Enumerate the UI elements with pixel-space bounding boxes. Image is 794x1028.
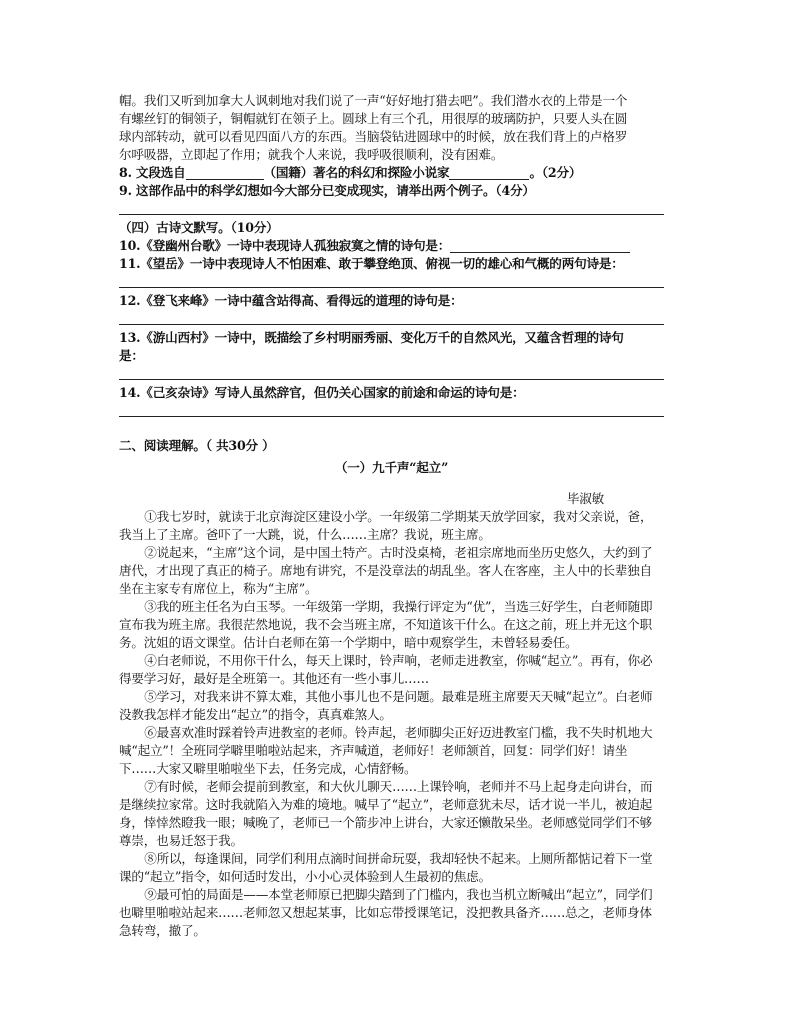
question-10 (119, 237, 664, 255)
question-8 (119, 164, 664, 182)
question-8-prefix: 8. 文段选自 (119, 165, 186, 180)
article-paragraph: ①我七岁时，就读于北京海淀区建设小学。一年级第二学期某天放学回家，我对父亲说，爸，我当上了主席。爸吓了一大跳，说，什么……主席？我说，班主席。 (119, 508, 653, 542)
article-paragraph: ⑨最可怕的局面是——本堂老师原已把脚尖踏到了门槛内，我也当机立断喊出“起立”，同学们也噼里啪啦站起来……老师忽又想起某事，比如忘带授课笔记，没把教具备齐……总之，老师身体急转弯，撤了。 (119, 886, 653, 938)
page-content (119, 92, 664, 940)
question-13: 13.《游山西村》一诗中，既描绘了乡村明丽秀丽、变化万千的自然风光，又蕴含哲理的诗句 (119, 330, 624, 345)
question-13-cont: 是： (119, 348, 144, 363)
question-9: 9. 这部作品中的科学幻想如今大部分已变成现实，请举出两个例子。（4分） (119, 183, 535, 198)
article-author: 毕淑敏 (566, 490, 604, 506)
intro-line: 有螺丝钉的铜领子，铜帽就钉在领子上。圆球上有三个孔，用很厚的玻璃防护，只要人头在圆 (119, 111, 628, 126)
section-2-title: 二、阅读理解。（ 共30分 ） (119, 438, 275, 453)
answer-line[interactable] (119, 310, 664, 325)
answer-blank[interactable] (450, 239, 630, 253)
question-8-suffix: 。（2分） (529, 165, 582, 180)
article-paragraph: ②说起来，“主席”这个词，是中国土特产。古时没桌椅，老祖宗席地而坐历史悠久，大约到了唐代，才出现了真正的椅子。席地有讲究，不是没章法的胡乱坐。客人在客座，主人中的长辈独自坐在主家专有席位上，称为“主席”。 (119, 544, 653, 596)
answer-blank[interactable] (449, 166, 529, 180)
article-paragraph: ⑥最喜欢准时踩着铃声进教室的老师。铃声起，老师脚尖正好迈进教室门槛，我不失时机地大喊“起立”！全班同学噼里啪啦站起来，齐声喊道，老师好！老师颔首，回复：同学们好！请坐下……大家又噼里啪啦坐下去，任务完成，心情舒畅。 (119, 724, 653, 776)
intro-line: 尔呼吸器，立即起了作用；就我个人来说，我呼吸很顺利，没有困难。 (119, 147, 504, 162)
answer-line[interactable] (119, 273, 664, 288)
question-14: 14.《己亥杂诗》写诗人虽然辞官，但仍关心国家的前途和命运的诗句是： (119, 385, 525, 400)
article-title: （一）九千声“起立” (334, 460, 449, 475)
part4-title: （四）古诗文默写。（10分） (119, 220, 279, 235)
article-paragraph: ⑤学习，对我来讲不算太难，其他小事儿也不是问题。最难是班主席要天天喊“起立”。白老师没教我怎样才能发出“起立”的指令，真真难煞人。 (119, 688, 653, 722)
answer-line[interactable] (119, 200, 664, 215)
intro-line: 帽。我们又听到加拿大人讽刺地对我们说了一声“好好地打猎去吧”。我们潜水衣的上带是一个 (119, 93, 628, 108)
article-paragraph: ③我的班主任名为白玉琴。一年级第一学期，我操行评定为“优”，当选三好学生，白老师随即宣布我为班主席。我很茫然地说，我不会当班主席，不知道该干什么。在这之前，班上并无这个职务。沈姐的语文课堂。估计白老师在第一个学期中，暗中观察学生，未曾轻易委任。 (119, 598, 653, 650)
question-11: 11.《望岳》一诗中表现诗人不怕困难、敢于攀登绝顶、俯视一切的雄心和气概的两句诗是： (119, 256, 624, 271)
answer-line[interactable] (119, 402, 664, 417)
article-paragraph: ⑦有时候，老师会提前到教室，和大伙儿聊天……上课铃响，老师并不马上起身走向讲台，而是继续拉家常。这时我就陷入为难的境地。喊早了“起立”，老师意犹未尽，话才说一半儿，被迫起身，悻悻然瞪我一眼；喊晚了，老师已一个箭步冲上讲台，大家还懒散呆坐。老师感觉同学们不够尊崇，也易迁怒于我。 (119, 778, 653, 848)
answer-blank[interactable] (186, 166, 264, 180)
article-body (119, 508, 664, 940)
answer-line[interactable] (119, 365, 664, 380)
question-8-middle: （国籍）著名的科幻和探险小说家 (263, 165, 450, 180)
intro-passage (119, 92, 664, 164)
question-12: 12.《登飞来峰》一诗中蕴含站得高、看得远的道理的诗句是： (119, 293, 463, 308)
article-paragraph: ⑧所以，每逢课间，同学们利用点滴时间拼命玩耍，我却轻快不起来。上厕所都惦记着下一堂课的“起立”指令，如何适时发出，小小心灵体验到人生最初的焦虑。 (119, 850, 653, 884)
article-paragraph: ④白老师说，不用你干什么，每天上课时，铃声响，老师走进教室，你喊“起立”。再有，你必得要学习好，最好是全班第一。其他还有一些小事儿…… (119, 652, 653, 686)
question-10-text: 10.《登幽州台歌》一诗中表现诗人孤独寂寞之情的诗句是： (119, 238, 451, 253)
intro-line: 球内部转动，就可以看见四面八方的东西。当脑袋钻进圆球中的时候，放在我们背上的卢格罗 (119, 129, 628, 144)
